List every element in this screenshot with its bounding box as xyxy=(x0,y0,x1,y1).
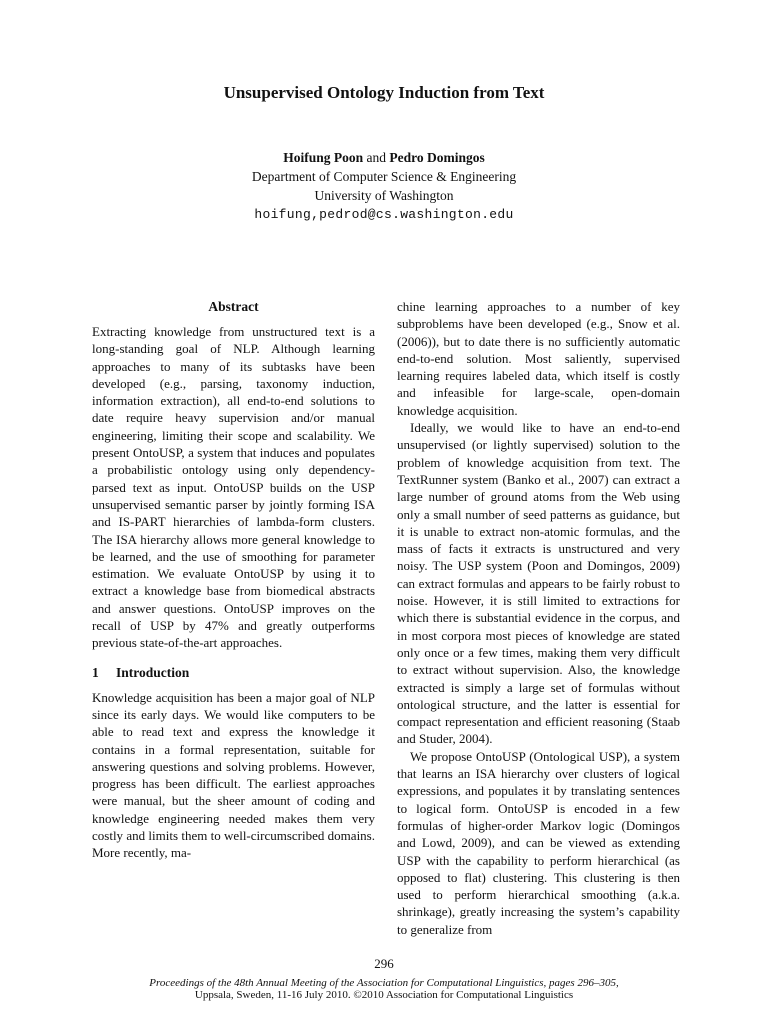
footer-venue: Uppsala, Sweden, 11-16 July 2010. ©2010 Association for Computational Linguistics xyxy=(194,989,574,1001)
abstract-text: Extracting knowledge from unstructured text is a long-standing goal of NLP. Although learning approaches to many of its subtasks have been developed (e.g., parsing, taxonomy induction, information extraction), all end-to-end solutions to date require heavy supervision and/or manual engineering, limiting their scope and scalability. We present OntoUSP, a system that induces and populates a probabilistic ontology using only dependency-parsed text as input. OntoUSP builds on the USP unsupervised semantic parser by jointly forming ISA and IS-PART hierarchies of lambda-form clusters. The ISA hierarchy allows more general knowledge to be learned, and the use of smoothing for parameter estimation. We evaluate OntoUSP by using it to extract a knowledge base from biomedical abstracts and answer questions. OntoUSP improves on the recall of USP by 47% and greatly outperforms previous state-of-the-art approaches. xyxy=(92,324,375,651)
intro-paragraph-1-continued: chine learning approaches to a number of key subproblems have been developed (e.g., Snow et al. (2006)), but to date there is no sufficiently automatic end-to-end solution. Most saliently, supervised learning requires labeled data, which itself is costly and infeasible for large-scale, open-domain knowledge acquisition. xyxy=(397,299,680,418)
university: University of Washington xyxy=(314,188,454,203)
intro-paragraph-3: We propose OntoUSP (Ontological USP), a system that learns an ISA hierarchy over clusters of logical expressions, and populates it by translating sentences to logical form. OntoUSP is encoded in a few formulas of higher-order Markov logic (Domingos and Lowd, 2009), and can be viewed as extending USP with the capability to perform hierarchical (as opposed to flat) clustering. This clustering is then used to perform hierarchical smoothing (a.k.a. shrinkage), greatly increasing the system’s capability to generalize from xyxy=(397,748,680,937)
author-block xyxy=(0,148,768,224)
left-column xyxy=(92,298,375,862)
intro-paragraph-2: Ideally, we would like to have an end-to-end unsupervised (or lightly supervised) solution to the problem of knowledge acquisition from text. The TextRunner system (Banko et al., 2007) can extract a large number of ground atoms from the Web using only a small number of seed patterns as guidance, but it is unable to extract non-atomic formulas, and the mass of facts it extracts is unstructured and very noisy. The USP system (Poon and Domingos, 2009) can extract formulas and appears to be fairly robust to noise. However, it is still limited to extractions for which there is substantial evidence in the corpus, and in most corpora most pieces of knowledge are stated only once or a few times, making them very difficult to extract without supervision. Also, the knowledge extracted is simply a large set of formulas without ontological structure, and the latter is essential for compact representation and efficient reasoning (Staab and Studer, 2004). xyxy=(397,420,680,747)
right-column xyxy=(397,298,680,938)
author-1: Hoifung Poon xyxy=(283,150,364,165)
author-2: Pedro Domingos xyxy=(389,150,485,165)
section-number: 1 xyxy=(92,664,99,680)
section-heading-introduction xyxy=(92,664,375,682)
author-conjunction: and xyxy=(366,150,386,165)
abstract-heading: Abstract xyxy=(208,299,259,314)
author-email: hoifung,pedrod@cs.washington.edu xyxy=(254,207,514,222)
page-number: 296 xyxy=(374,956,394,971)
proceedings-footer xyxy=(0,977,768,1001)
section-title: Introduction xyxy=(116,664,190,680)
footer-proceedings: Proceedings of the 48th Annual Meeting of the Association for Computational Linguistics, pages 296–305, xyxy=(149,977,619,989)
author-names xyxy=(0,148,768,167)
paper-title: Unsupervised Ontology Induction from Text xyxy=(223,83,545,102)
intro-paragraph-1: Knowledge acquisition has been a major goal of NLP since its early days. We would like computers to be able to read text and express the knowledge it contains in a formal representation, suitable for answering questions and solving problems. However, progress has been difficult. The earliest approaches were manual, but the sheer amount of coding and knowledge engineering needed makes them very costly and limits them to well-circumscribed domains. More recently, ma- xyxy=(92,689,375,861)
department: Department of Computer Science & Engineering xyxy=(251,169,517,184)
